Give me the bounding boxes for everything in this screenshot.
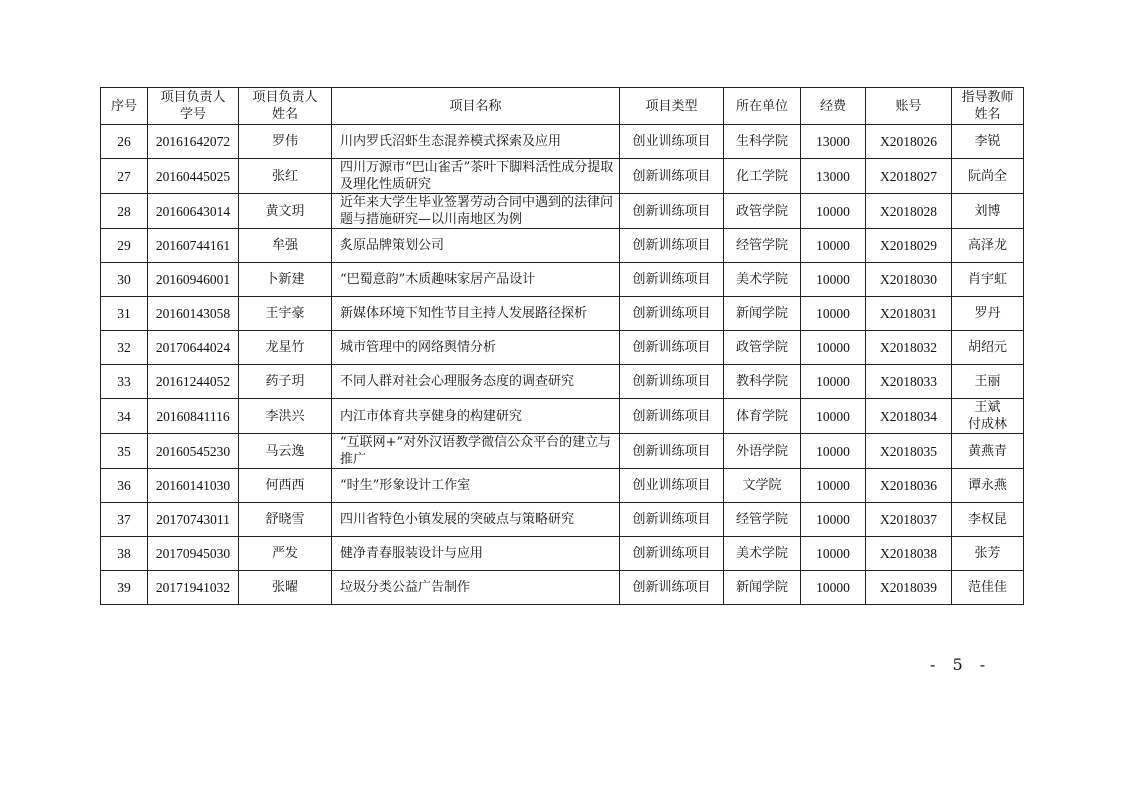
- table-row: [101, 503, 1024, 537]
- cell-project-type: 创新训练项目: [620, 331, 724, 365]
- cell-funding: 13000: [801, 125, 866, 159]
- cell-account: X2018037: [866, 503, 952, 537]
- cell-account: X2018029: [866, 229, 952, 263]
- cell-project-type: 创新训练项目: [620, 571, 724, 605]
- cell-advisor: 王丽: [952, 365, 1024, 399]
- header-leader-name: 项目负责人 姓名: [239, 88, 332, 125]
- cell-index: 36: [101, 469, 148, 503]
- cell-advisor: 范佳佳: [952, 571, 1024, 605]
- project-table-container: [100, 87, 1023, 605]
- cell-project-name: 新媒体环境下知性节目主持人发展路径探析: [332, 297, 620, 331]
- cell-student-id: 20171941032: [148, 571, 239, 605]
- cell-unit: 政管学院: [724, 331, 801, 365]
- cell-leader-name: 马云逸: [239, 434, 332, 469]
- cell-unit: 美术学院: [724, 263, 801, 297]
- table-row: [101, 399, 1024, 434]
- cell-project-type: 创新训练项目: [620, 503, 724, 537]
- cell-project-name: “巴蜀意韵”木质趣味家居产品设计: [332, 263, 620, 297]
- cell-index: 32: [101, 331, 148, 365]
- cell-account: X2018027: [866, 159, 952, 194]
- table-row: [101, 194, 1024, 229]
- cell-index: 26: [101, 125, 148, 159]
- cell-project-type: 创新训练项目: [620, 434, 724, 469]
- cell-leader-name: 罗伟: [239, 125, 332, 159]
- cell-funding: 10000: [801, 229, 866, 263]
- cell-unit: 体育学院: [724, 399, 801, 434]
- cell-project-name: 不同人群对社会心理服务态度的调查研究: [332, 365, 620, 399]
- cell-advisor: 刘博: [952, 194, 1024, 229]
- table-row: [101, 537, 1024, 571]
- cell-student-id: 20160445025: [148, 159, 239, 194]
- table-row: [101, 159, 1024, 194]
- cell-leader-name: 卜新建: [239, 263, 332, 297]
- cell-index: 29: [101, 229, 148, 263]
- cell-leader-name: 张曜: [239, 571, 332, 605]
- cell-account: X2018028: [866, 194, 952, 229]
- cell-student-id: 20160141030: [148, 469, 239, 503]
- cell-advisor: 罗丹: [952, 297, 1024, 331]
- header-unit: 所在单位: [724, 88, 801, 125]
- cell-index: 39: [101, 571, 148, 605]
- table-row: [101, 229, 1024, 263]
- cell-funding: 10000: [801, 571, 866, 605]
- cell-project-type: 创新训练项目: [620, 263, 724, 297]
- cell-unit: 化工学院: [724, 159, 801, 194]
- cell-project-type: 创新训练项目: [620, 159, 724, 194]
- header-project-name: 项目名称: [332, 88, 620, 125]
- cell-unit: 美术学院: [724, 537, 801, 571]
- cell-advisor: 张芳: [952, 537, 1024, 571]
- header-funding: 经费: [801, 88, 866, 125]
- cell-project-type: 创新训练项目: [620, 194, 724, 229]
- cell-advisor: 李权昆: [952, 503, 1024, 537]
- cell-project-name: 城市管理中的网络舆情分析: [332, 331, 620, 365]
- cell-advisor: 黄燕青: [952, 434, 1024, 469]
- table-body: [101, 125, 1024, 605]
- cell-leader-name: 王宇豪: [239, 297, 332, 331]
- cell-account: X2018039: [866, 571, 952, 605]
- cell-funding: 10000: [801, 434, 866, 469]
- cell-index: 33: [101, 365, 148, 399]
- cell-project-name: 炙原品牌策划公司: [332, 229, 620, 263]
- cell-funding: 10000: [801, 503, 866, 537]
- cell-project-type: 创新训练项目: [620, 537, 724, 571]
- table-row: [101, 125, 1024, 159]
- cell-student-id: 20170945030: [148, 537, 239, 571]
- cell-index: 27: [101, 159, 148, 194]
- cell-student-id: 20160841116: [148, 399, 239, 434]
- cell-project-type: 创新训练项目: [620, 365, 724, 399]
- cell-unit: 文学院: [724, 469, 801, 503]
- cell-student-id: 20160946001: [148, 263, 239, 297]
- cell-project-name: 近年来大学生毕业签署劳动合同中遇到的法律问题与措施研究—以川南地区为例: [332, 194, 620, 229]
- cell-funding: 10000: [801, 297, 866, 331]
- header-index: 序号: [101, 88, 148, 125]
- table-header-row: [101, 88, 1024, 125]
- cell-advisor: 阮尚全: [952, 159, 1024, 194]
- cell-unit: 经管学院: [724, 229, 801, 263]
- table-row: [101, 365, 1024, 399]
- cell-advisor: 王斌 付成林: [952, 399, 1024, 434]
- cell-account: X2018038: [866, 537, 952, 571]
- table-row: [101, 469, 1024, 503]
- header-account: 账号: [866, 88, 952, 125]
- cell-leader-name: 舒晓雪: [239, 503, 332, 537]
- cell-leader-name: 药子玥: [239, 365, 332, 399]
- cell-project-name: “时生”形象设计工作室: [332, 469, 620, 503]
- cell-project-name: 内江市体育共享健身的构建研究: [332, 399, 620, 434]
- cell-funding: 13000: [801, 159, 866, 194]
- cell-index: 38: [101, 537, 148, 571]
- table-row: [101, 297, 1024, 331]
- cell-project-name: “互联网+”对外汉语教学微信公众平台的建立与推广: [332, 434, 620, 469]
- cell-project-name: 四川万源市“巴山雀舌”茶叶下脚料活性成分提取及理化性质研究: [332, 159, 620, 194]
- cell-unit: 外语学院: [724, 434, 801, 469]
- cell-funding: 10000: [801, 469, 866, 503]
- cell-account: X2018030: [866, 263, 952, 297]
- cell-unit: 生科学院: [724, 125, 801, 159]
- cell-index: 30: [101, 263, 148, 297]
- page-number: - 5 -: [930, 655, 992, 674]
- cell-project-type: 创业训练项目: [620, 469, 724, 503]
- cell-account: X2018035: [866, 434, 952, 469]
- cell-project-name: 垃圾分类公益广告制作: [332, 571, 620, 605]
- cell-leader-name: 黄文玥: [239, 194, 332, 229]
- cell-funding: 10000: [801, 194, 866, 229]
- cell-unit: 新闻学院: [724, 297, 801, 331]
- cell-student-id: 20170743011: [148, 503, 239, 537]
- cell-funding: 10000: [801, 263, 866, 297]
- cell-index: 37: [101, 503, 148, 537]
- cell-unit: 教科学院: [724, 365, 801, 399]
- cell-index: 28: [101, 194, 148, 229]
- cell-leader-name: 牟强: [239, 229, 332, 263]
- cell-advisor: 胡绍元: [952, 331, 1024, 365]
- cell-project-type: 创业训练项目: [620, 125, 724, 159]
- cell-student-id: 20170644024: [148, 331, 239, 365]
- cell-account: X2018033: [866, 365, 952, 399]
- cell-project-name: 川内罗氏沼虾生态混养模式探索及应用: [332, 125, 620, 159]
- cell-funding: 10000: [801, 365, 866, 399]
- cell-advisor: 谭永燕: [952, 469, 1024, 503]
- table-row: [101, 331, 1024, 365]
- cell-index: 34: [101, 399, 148, 434]
- cell-project-name: 健净青春服装设计与应用: [332, 537, 620, 571]
- project-table: [100, 87, 1024, 605]
- cell-project-name: 四川省特色小镇发展的突破点与策略研究: [332, 503, 620, 537]
- cell-leader-name: 张红: [239, 159, 332, 194]
- cell-account: X2018034: [866, 399, 952, 434]
- cell-funding: 10000: [801, 537, 866, 571]
- cell-account: X2018026: [866, 125, 952, 159]
- cell-project-type: 创新训练项目: [620, 399, 724, 434]
- cell-advisor: 李锐: [952, 125, 1024, 159]
- header-advisor: 指导教师 姓名: [952, 88, 1024, 125]
- cell-account: X2018036: [866, 469, 952, 503]
- cell-unit: 新闻学院: [724, 571, 801, 605]
- cell-account: X2018031: [866, 297, 952, 331]
- cell-student-id: 20161642072: [148, 125, 239, 159]
- header-student-id: 项目负责人 学号: [148, 88, 239, 125]
- cell-project-type: 创新训练项目: [620, 229, 724, 263]
- cell-account: X2018032: [866, 331, 952, 365]
- cell-advisor: 高泽龙: [952, 229, 1024, 263]
- cell-leader-name: 龙星竹: [239, 331, 332, 365]
- cell-leader-name: 李洪兴: [239, 399, 332, 434]
- cell-leader-name: 严发: [239, 537, 332, 571]
- cell-index: 35: [101, 434, 148, 469]
- cell-student-id: 20160744161: [148, 229, 239, 263]
- cell-project-type: 创新训练项目: [620, 297, 724, 331]
- cell-student-id: 20160143058: [148, 297, 239, 331]
- header-project-type: 项目类型: [620, 88, 724, 125]
- cell-unit: 经管学院: [724, 503, 801, 537]
- table-row: [101, 263, 1024, 297]
- cell-advisor: 肖宇虹: [952, 263, 1024, 297]
- cell-unit: 政管学院: [724, 194, 801, 229]
- cell-funding: 10000: [801, 331, 866, 365]
- table-row: [101, 571, 1024, 605]
- cell-funding: 10000: [801, 399, 866, 434]
- cell-student-id: 20160643014: [148, 194, 239, 229]
- cell-student-id: 20161244052: [148, 365, 239, 399]
- cell-leader-name: 何西西: [239, 469, 332, 503]
- table-row: [101, 434, 1024, 469]
- cell-index: 31: [101, 297, 148, 331]
- cell-student-id: 20160545230: [148, 434, 239, 469]
